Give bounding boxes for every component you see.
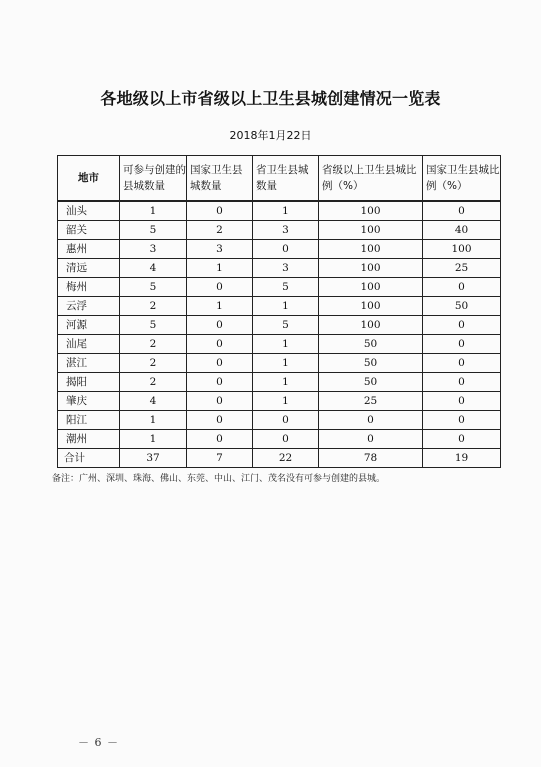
total-eligible-count: 37 (120, 449, 187, 468)
cell-region: 清远 (58, 259, 120, 278)
cell-eligible-count: 3 (120, 240, 187, 259)
page-number: － 6 － (78, 736, 119, 749)
table-row (58, 278, 501, 297)
cell-eligible-count: 2 (120, 335, 187, 354)
cell-provincial-ratio: 100 (319, 201, 423, 221)
cell-national-ratio: 25 (423, 259, 501, 278)
cell-national-count: 0 (187, 392, 253, 411)
cell-national-count: 0 (187, 335, 253, 354)
cell-region: 汕头 (58, 201, 120, 221)
cell-provincial-count: 5 (253, 316, 319, 335)
cell-provincial-count: 1 (253, 392, 319, 411)
cell-national-count: 2 (187, 221, 253, 240)
cell-eligible-count: 2 (120, 297, 187, 316)
cell-provincial-ratio: 25 (319, 392, 423, 411)
table-row (58, 221, 501, 240)
hygiene-county-table (57, 155, 501, 468)
table-row (58, 373, 501, 392)
cell-national-count: 1 (187, 297, 253, 316)
header-region: 地市 (58, 156, 120, 202)
cell-provincial-count: 0 (253, 240, 319, 259)
cell-provincial-ratio: 50 (319, 354, 423, 373)
table-row (58, 240, 501, 259)
table-row (58, 411, 501, 430)
cell-region: 梅州 (58, 278, 120, 297)
cell-national-count: 0 (187, 354, 253, 373)
cell-provincial-ratio: 50 (319, 373, 423, 392)
cell-eligible-count: 4 (120, 392, 187, 411)
cell-region: 惠州 (58, 240, 120, 259)
cell-region: 潮州 (58, 430, 120, 449)
cell-region: 韶关 (58, 221, 120, 240)
table-header-row (58, 156, 501, 202)
cell-national-ratio: 50 (423, 297, 501, 316)
table-row (58, 297, 501, 316)
cell-provincial-count: 3 (253, 221, 319, 240)
cell-provincial-count: 1 (253, 201, 319, 221)
cell-national-count: 3 (187, 240, 253, 259)
cell-national-count: 0 (187, 430, 253, 449)
cell-provincial-ratio: 100 (319, 316, 423, 335)
cell-national-ratio: 0 (423, 392, 501, 411)
cell-provincial-count: 1 (253, 373, 319, 392)
table-body (58, 201, 501, 468)
document-date: 2018年1月22日 (229, 129, 312, 142)
cell-provincial-ratio: 0 (319, 411, 423, 430)
cell-national-count: 0 (187, 316, 253, 335)
cell-region: 河源 (58, 316, 120, 335)
cell-region: 揭阳 (58, 373, 120, 392)
total-national-ratio: 19 (423, 449, 501, 468)
cell-eligible-count: 2 (120, 354, 187, 373)
cell-provincial-ratio: 100 (319, 297, 423, 316)
cell-national-ratio: 0 (423, 201, 501, 221)
cell-provincial-ratio: 100 (319, 278, 423, 297)
footnote: 备注：广州、深圳、珠海、佛山、东莞、中山、江门、茂名没有可参与创建的县城。 (52, 474, 386, 484)
total-provincial-count: 22 (253, 449, 319, 468)
cell-national-ratio: 40 (423, 221, 501, 240)
cell-eligible-count: 1 (120, 411, 187, 430)
cell-region: 湛江 (58, 354, 120, 373)
cell-national-ratio: 0 (423, 316, 501, 335)
cell-eligible-count: 1 (120, 201, 187, 221)
total-national-count: 7 (187, 449, 253, 468)
header-provincial-count: 省卫生县城数量 (253, 156, 319, 202)
cell-provincial-count: 0 (253, 430, 319, 449)
table-row (58, 354, 501, 373)
cell-national-count: 1 (187, 259, 253, 278)
cell-provincial-ratio: 50 (319, 335, 423, 354)
table-row (58, 316, 501, 335)
cell-national-ratio: 100 (423, 240, 501, 259)
cell-provincial-count: 1 (253, 335, 319, 354)
cell-region: 阳江 (58, 411, 120, 430)
cell-national-ratio: 0 (423, 411, 501, 430)
cell-provincial-count: 0 (253, 411, 319, 430)
cell-national-count: 0 (187, 373, 253, 392)
cell-national-ratio: 0 (423, 430, 501, 449)
cell-national-ratio: 0 (423, 354, 501, 373)
cell-provincial-ratio: 100 (319, 240, 423, 259)
cell-region: 云浮 (58, 297, 120, 316)
document-title: 各地级以上市省级以上卫生县城创建情况一览表 (100, 89, 441, 108)
total-region: 合计 (58, 449, 120, 468)
cell-national-ratio: 0 (423, 335, 501, 354)
table-row (58, 392, 501, 411)
cell-eligible-count: 5 (120, 316, 187, 335)
cell-region: 肇庆 (58, 392, 120, 411)
header-national-ratio: 国家卫生县城比例（%） (423, 156, 501, 202)
cell-provincial-ratio: 100 (319, 221, 423, 240)
total-provincial-ratio: 78 (319, 449, 423, 468)
table-row (58, 259, 501, 278)
cell-eligible-count: 1 (120, 430, 187, 449)
cell-region: 汕尾 (58, 335, 120, 354)
cell-eligible-count: 5 (120, 278, 187, 297)
header-provincial-ratio: 省级以上卫生县城比例（%） (319, 156, 423, 202)
cell-provincial-count: 1 (253, 297, 319, 316)
table-row (58, 335, 501, 354)
cell-eligible-count: 2 (120, 373, 187, 392)
cell-national-count: 0 (187, 411, 253, 430)
total-row (58, 449, 501, 468)
cell-provincial-ratio: 100 (319, 259, 423, 278)
cell-provincial-count: 1 (253, 354, 319, 373)
header-eligible-count: 可参与创建的县城数量 (120, 156, 187, 202)
header-national-count: 国家卫生县城数量 (187, 156, 253, 202)
cell-national-count: 0 (187, 278, 253, 297)
cell-national-ratio: 0 (423, 278, 501, 297)
table-row (58, 430, 501, 449)
cell-eligible-count: 4 (120, 259, 187, 278)
cell-national-count: 0 (187, 201, 253, 221)
cell-national-ratio: 0 (423, 373, 501, 392)
cell-provincial-ratio: 0 (319, 430, 423, 449)
cell-eligible-count: 5 (120, 221, 187, 240)
cell-provincial-count: 3 (253, 259, 319, 278)
cell-provincial-count: 5 (253, 278, 319, 297)
table-row (58, 201, 501, 221)
